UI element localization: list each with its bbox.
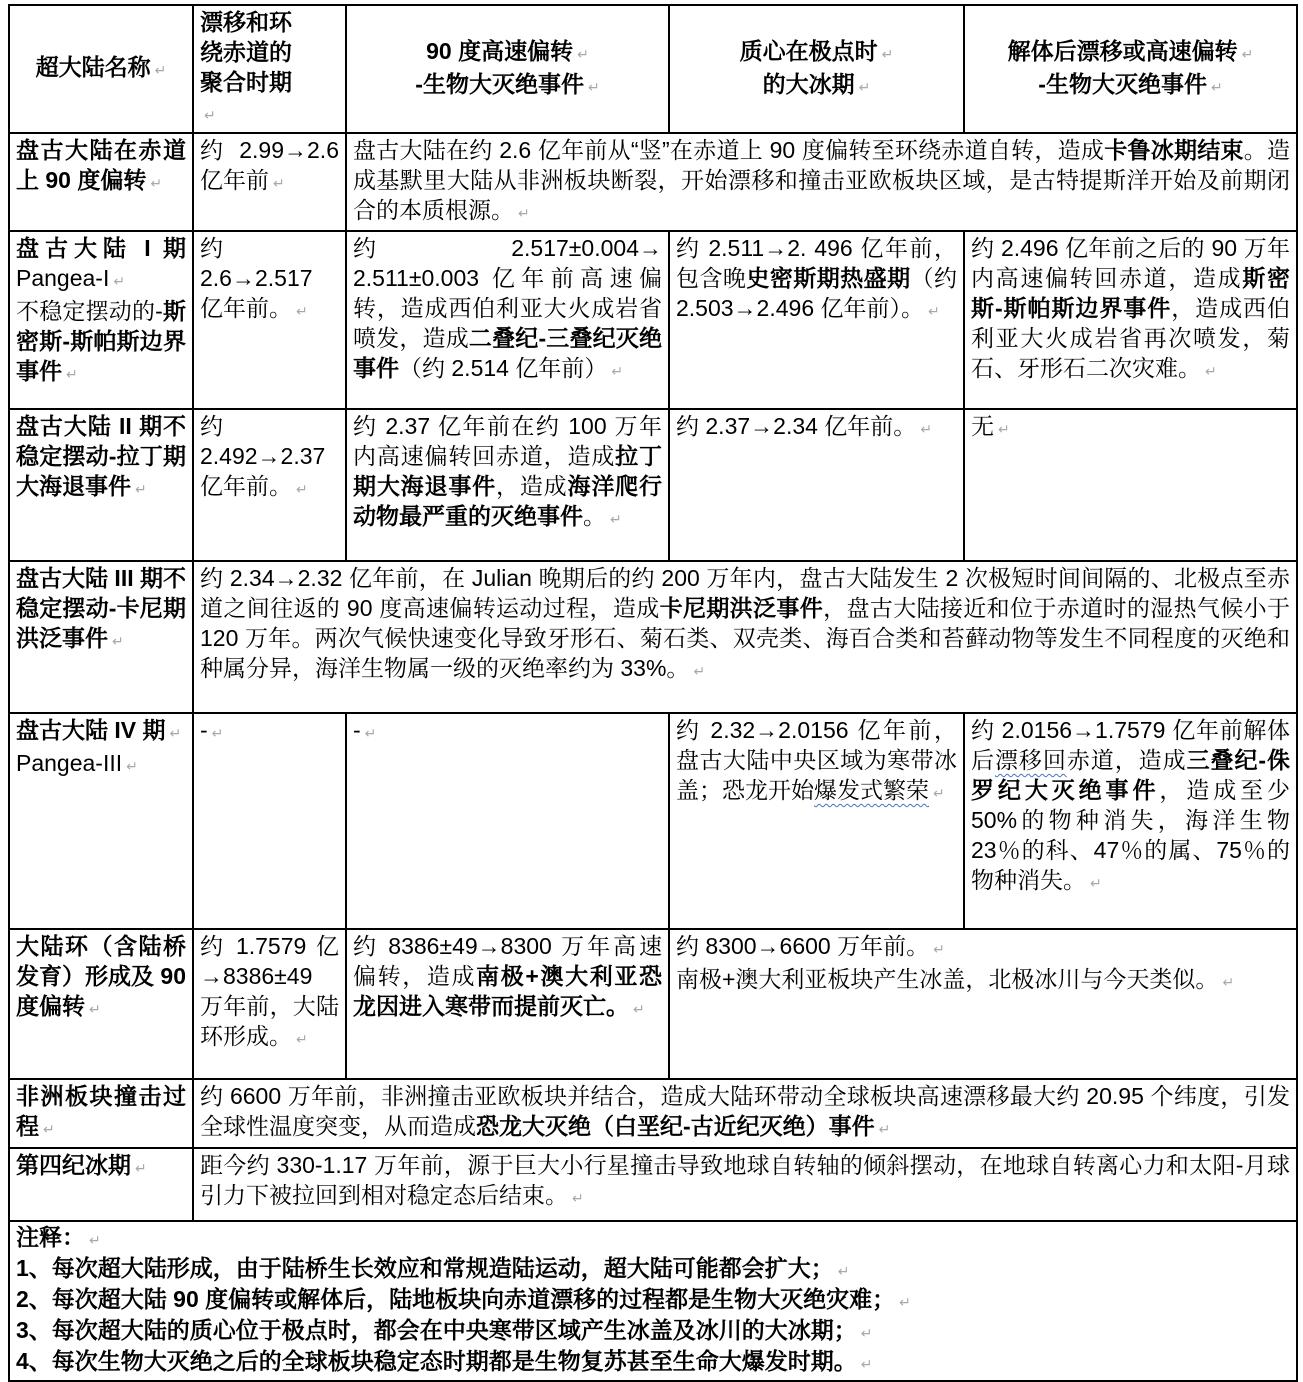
cell-notes: 注释： ↵ 1、每次超大陆形成，由于陆桥生长效应和常规造陆运动，超大陆可能都会扩大； ↵ 2、每次超大陆 90 度偏转或解体后，陆地板块向赤道漂移的过程都是生物大灭绝灾难； ↵ 3、每次超大陆的质心位于极点时，都会在中央寒带区域产生冰盖及冰川的大冰期； ↵ 4、每次生物大灭绝之后的全球板块稳定态时期都是生物复苏甚至生命大爆发时期。 ↵ bbox=[9, 1221, 1297, 1381]
cell-r3-deflection: 约 2.37 亿年前在约 100 万年内高速偏转回赤道，造成拉丁期大海退事件，造成海洋爬行动物最严重的灭绝事件。 ↵ bbox=[346, 409, 669, 561]
row-africa-collision bbox=[9, 1079, 1297, 1148]
cell-r6-drift: 约 1.7579 亿→8386±49 万年前，大陆环形成。 ↵ bbox=[193, 929, 346, 1079]
cell-r6-label: 大陆环（含陆桥发育）形成及 90 度偏转 ↵ bbox=[9, 929, 193, 1079]
cell-r2-iceage: 约 2.511→2. 496 亿年前，包含晚史密斯期热盛期（约 2.503→2.496 亿年前）。 ↵ bbox=[669, 231, 964, 409]
col-header-supercontinent-name: 超大陆名称 ↵ bbox=[9, 5, 193, 133]
cell-r4-merged: 约 2.34→2.32 亿年前，在 Julian 晚期后的约 200 万年内，盘古大陆发生 2 次极短时间间隔的、北极点至赤道之间往返的 90 度高速偏转运动过程，造成卡尼期洪泛事件，盘古大陆接近和位于赤道时的湿热气候小于 120 万年。两次气候快速变化导致牙形石、菊石类、双壳类、海百合类和苔藓动物等发生不同程度的灭绝和种属分异，海洋生物属一级的灭绝率约为 33%。 ↵ bbox=[193, 561, 1297, 713]
cell-r3-label: 盘古大陆 II 期不稳定摆动-拉丁期大海退事件 ↵ bbox=[9, 409, 193, 561]
col-header-polar-ice-age: 质心在极点时 ↵ 的大冰期 ↵ bbox=[669, 5, 964, 133]
cell-r5-drift: - ↵ bbox=[193, 713, 346, 929]
cell-r5-iceage: 约 2.32→2.0156 亿年前，盘古大陆中央区域为寒带冰盖；恐龙开始爆发式繁荣 ↵ bbox=[669, 713, 964, 929]
cell-r2-label: 盘古大陆 I 期 Pangea-I ↵ 不稳定摆动的-斯密斯-斯帕斯边界事件 ↵ bbox=[9, 231, 193, 409]
cell-r2-deflection: 约 2.517±0.004→ 2.511±0.003 亿年前高速偏转，造成西伯利亚大火成岩省喷发，造成二叠纪-三叠纪灭绝事件（约 2.514 亿年前） ↵ bbox=[346, 231, 669, 409]
row-pangea-4 bbox=[9, 713, 1297, 929]
cell-r3-iceage: 约 2.37→2.34 亿年前。 ↵ bbox=[669, 409, 964, 561]
cell-r2-drift: 约 2.6→2.517 亿年前。 ↵ bbox=[193, 231, 346, 409]
row-pangea-3 bbox=[9, 561, 1297, 713]
row-pangea-equator-90 bbox=[9, 133, 1297, 231]
cell-r4-label: 盘古大陆 III 期不稳定摆动-卡尼期洪泛事件 ↵ bbox=[9, 561, 193, 713]
cell-r6-deflection: 约 8386±49→8300 万年高速偏转，造成南极+澳大利亚恐龙因进入寒带而提前灭亡。 ↵ bbox=[346, 929, 669, 1079]
header-row bbox=[9, 5, 1297, 133]
cell-r3-drift: 约 2.492→2.37 亿年前。 ↵ bbox=[193, 409, 346, 561]
cell-r8-label: 第四纪冰期 ↵ bbox=[9, 1148, 193, 1221]
supercontinent-table bbox=[8, 4, 1298, 1382]
row-notes bbox=[9, 1221, 1297, 1381]
cell-r5-breakup: 约 2.0156→1.7579 亿年前解体后漂移回赤道，造成三叠纪-侏罗纪大灭绝事件，造成至少 50%的物种消失，海洋生物 23％的科、47％的属、75％的物种消失。 ↵ bbox=[964, 713, 1297, 929]
cell-r1-label: 盘古大陆在赤道上 90 度偏转 ↵ bbox=[9, 133, 193, 231]
cell-r5-deflection: - ↵ bbox=[346, 713, 669, 929]
cell-r3-breakup: 无 ↵ bbox=[964, 409, 1297, 561]
row-quaternary-ice-age bbox=[9, 1148, 1297, 1221]
cell-r2-breakup: 约 2.496 亿年前之后的 90 万年内高速偏转回赤道，造成斯密斯-斯帕斯边界事件，造成西伯利亚大火成岩省再次喷发，菊石、牙形石二次灾难。 ↵ bbox=[964, 231, 1297, 409]
row-continent-ring bbox=[9, 929, 1297, 1079]
cell-r1-drift: 约 2.99→2.6 亿年前 ↵ bbox=[193, 133, 346, 231]
col-header-deflection-extinction: 90 度高速偏转 ↵ -生物大灭绝事件 ↵ bbox=[346, 5, 669, 133]
cell-r5-label: 盘古大陆 IV 期 ↵ Pangea-III ↵ bbox=[9, 713, 193, 929]
cell-r1-merged: 盘古大陆在约 2.6 亿年前从“竖”在赤道上 90 度偏转至环绕赤道自转，造成卡鲁冰期结束。造成基默里大陆从非洲板块断裂，开始漂移和撞击亚欧板块区域，是古特提斯洋开始及前期闭合的本质根源。 ↵ bbox=[346, 133, 1297, 231]
col-header-breakup-extinction: 解体后漂移或高速偏转 ↵ -生物大灭绝事件 ↵ bbox=[964, 5, 1297, 133]
cell-r8-merged: 距今约 330-1.17 万年前，源于巨大小行星撞击导致地球自转轴的倾斜摆动，在地球自转离心力和太阳-月球引力下被拉回到相对稳定态后结束。 ↵ bbox=[193, 1148, 1297, 1221]
row-pangea-1 bbox=[9, 231, 1297, 409]
cell-r6-merged: 约 8300→6600 万年前。 ↵ 南极+澳大利亚板块产生冰盖，北极冰川与今天类似。 ↵ bbox=[669, 929, 1297, 1079]
cell-r7-merged: 约 6600 万年前，非洲撞击亚欧板块并结合，造成大陆环带动全球板块高速漂移最大约 20.95 个纬度，引发全球性温度突变，从而造成恐龙大灭绝（白垩纪-古近纪灭绝）事件 ↵ bbox=[193, 1079, 1297, 1148]
row-pangea-2 bbox=[9, 409, 1297, 561]
col-header-drift-period: 漂移和环绕赤道的聚合时期 ↵ bbox=[193, 5, 346, 133]
cell-r7-label: 非洲板块撞击过程 ↵ bbox=[9, 1079, 193, 1148]
